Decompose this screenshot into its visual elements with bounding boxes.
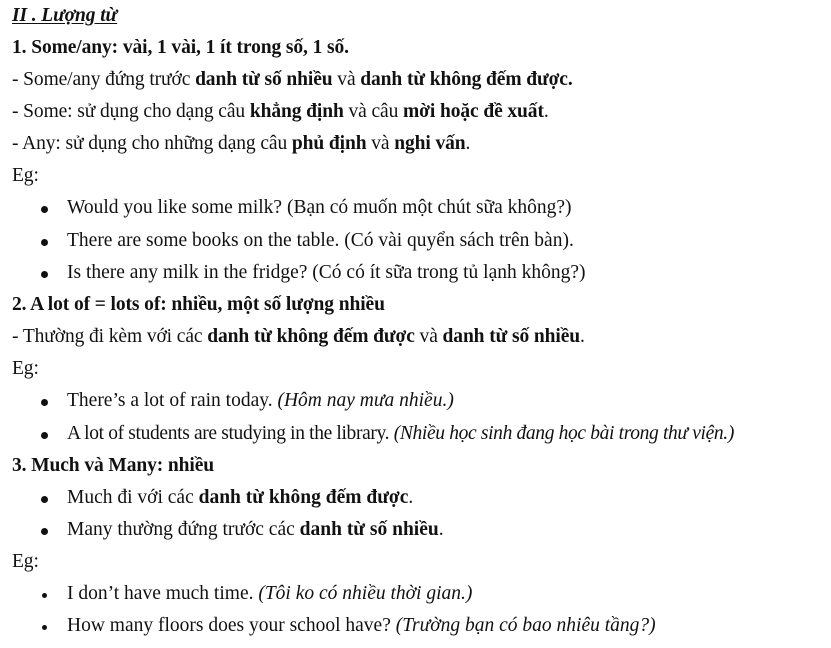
bullet-icon (41, 496, 48, 503)
bullet-icon (41, 239, 48, 246)
section1-rule2: - Some: sử dụng cho dạng câu khẳng định và câu mời hoặc đề xuất. (12, 101, 549, 122)
section2-rule1: - Thường đi kèm với các danh từ không đếm được và danh từ số nhiều. (12, 326, 585, 347)
bullet-icon (41, 432, 48, 439)
section1-heading: 1. Some/any: vài, 1 vài, 1 ít trong số, 1 số. (12, 37, 349, 58)
bullet-icon (41, 206, 48, 213)
bullet-icon (42, 625, 47, 630)
bullet-icon (41, 399, 48, 406)
bullet-icon (41, 528, 48, 535)
section2-heading: 2. A lot of = lots of: nhiều, một số lượng nhiều (12, 294, 385, 315)
section3-eg-label: Eg: (12, 551, 39, 572)
section1-rule3: - Any: sử dụng cho những dạng câu phủ định và nghi vấn. (12, 133, 471, 154)
section1-eg-label: Eg: (12, 165, 39, 186)
section2-eg-label: Eg: (12, 358, 39, 379)
bullet-icon (41, 271, 48, 278)
section1-rule1: - Some/any đứng trước danh từ số nhiều và danh từ không đếm được. (12, 69, 573, 90)
section-title: II . Lượng từ (12, 5, 118, 26)
section3-heading: 3. Much và Many: nhiều (12, 455, 215, 476)
bullet-icon (42, 593, 47, 598)
